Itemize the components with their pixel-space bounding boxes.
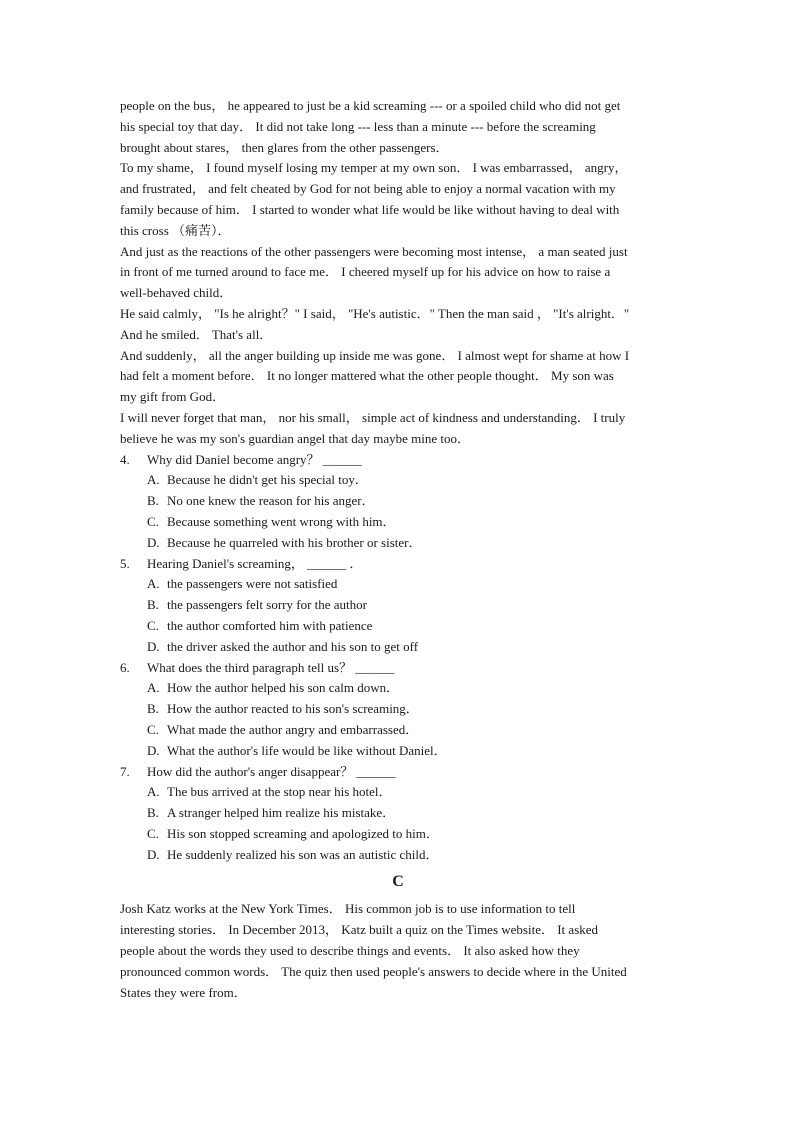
question-4 <box>120 450 676 554</box>
section-heading-c: C <box>392 873 404 891</box>
text-line: my gift from God． <box>120 389 226 405</box>
text-line: well-behaved child． <box>120 285 233 301</box>
passage-b-paragraph-1 <box>120 96 676 158</box>
option-text: Because something went wrong with him． <box>167 513 396 529</box>
text-line: family because of him． I started to wonder what life would be like without having to deal with <box>120 201 620 217</box>
text-line: I will never forget that man， nor his small， simple act of kindness and understanding． I truly <box>120 409 626 425</box>
question-number: 5. <box>120 555 130 571</box>
text-line: To my shame， I found myself losing my temper at my own son． I was embarrassed， angry， <box>120 160 628 176</box>
option-text: What the author's life would be like without Daniel． <box>167 742 447 758</box>
option-d <box>120 637 676 658</box>
text-line: brought about stares， then glares from the other passengers． <box>120 139 449 155</box>
question-5 <box>120 554 676 658</box>
option-letter: A. <box>147 680 160 696</box>
option-d <box>120 533 676 554</box>
text-line: in front of me turned around to face me． I cheered myself up for his advice on how to raise a <box>120 264 611 280</box>
option-letter: C. <box>147 513 159 529</box>
option-text: Because he didn't get his special toy． <box>167 472 368 488</box>
question-stem-row <box>120 450 676 471</box>
text-line: And he smiled． That's all． <box>120 326 273 342</box>
question-stem-row <box>120 762 676 783</box>
option-letter: A. <box>147 784 160 800</box>
option-d <box>120 741 676 762</box>
option-text: What made the author angry and embarrassed． <box>167 721 419 737</box>
option-letter: A. <box>147 472 160 488</box>
option-text: No one knew the reason for his anger． <box>167 493 375 509</box>
option-text: the driver asked the author and his son to get off <box>167 638 419 654</box>
passage-c-paragraph-1 <box>120 899 676 1003</box>
option-text: How the author reacted to his son's screaming． <box>167 701 419 717</box>
option-text: His son stopped screaming and apologized to him． <box>167 825 439 841</box>
question-stem: How did the author's anger disappear？ ______ <box>147 763 396 779</box>
option-text: the passengers felt sorry for the author <box>167 597 367 613</box>
question-stem: Why did Daniel become angry？ ______ <box>147 451 362 467</box>
text-line: had felt a moment before． It no longer mattered what the other people thought． My son was <box>120 368 614 384</box>
text-line: He said calmly， "Is he alright？" I said， "He's autistic．" Then the man said ， "It's alright．" <box>120 305 630 321</box>
text-line: pronounced common words． The quiz then used people's answers to decide where in the United <box>120 963 627 979</box>
option-letter: C. <box>147 617 159 633</box>
option-text: The bus arrived at the stop near his hotel． <box>167 784 392 800</box>
option-c <box>120 824 676 845</box>
question-number: 7. <box>120 763 130 779</box>
option-letter: D. <box>147 742 160 758</box>
text-line: this cross （痛苦）． <box>120 222 231 238</box>
text-line: his special toy that day． It did not take long --- less than a minute --- before the screaming <box>120 118 596 134</box>
option-text: Because he quarreled with his brother or sister． <box>167 534 422 550</box>
option-a <box>120 470 676 491</box>
document-page <box>120 96 676 1003</box>
option-letter: C. <box>147 825 159 841</box>
text-line: Josh Katz works at the New York Times． His common job is to use information to tell <box>120 901 576 917</box>
option-letter: B. <box>147 597 159 613</box>
option-text: the passengers were not satisfied <box>167 576 338 592</box>
text-line: and frustrated， and felt cheated by God for not being able to enjoy a normal vacation with my <box>120 181 616 197</box>
text-line: States they were from． <box>120 984 247 1000</box>
option-c <box>120 512 676 533</box>
question-stem: Hearing Daniel's screaming， ______ ． <box>147 555 363 571</box>
question-stem: What does the third paragraph tell us？ ______ <box>147 659 395 675</box>
option-c <box>120 616 676 637</box>
option-letter: C. <box>147 721 159 737</box>
option-b <box>120 491 676 512</box>
option-letter: D. <box>147 846 160 862</box>
option-b <box>120 595 676 616</box>
question-stem-row <box>120 658 676 679</box>
option-text: A stranger helped him realize his mistake． <box>167 805 396 821</box>
question-number: 6. <box>120 659 130 675</box>
option-d <box>120 845 676 866</box>
passage-b-paragraph-3 <box>120 242 676 304</box>
option-c <box>120 720 676 741</box>
question-6 <box>120 658 676 762</box>
option-letter: A. <box>147 576 160 592</box>
question-stem-row <box>120 554 676 575</box>
text-line: believe he was my son's guardian angel that day maybe mine too． <box>120 430 470 446</box>
question-number: 4. <box>120 451 130 467</box>
text-line: people about the words they used to describe things and events． It also asked how they <box>120 943 580 959</box>
option-letter: D. <box>147 534 160 550</box>
option-letter: D. <box>147 638 160 654</box>
option-text: How the author helped his son calm down． <box>167 680 400 696</box>
text-line: people on the bus， he appeared to just be a kid screaming --- or a spoiled child who did not get <box>120 98 621 113</box>
option-text: the author comforted him with patience <box>167 617 373 633</box>
option-a <box>120 782 676 803</box>
question-7 <box>120 762 676 866</box>
option-a <box>120 678 676 699</box>
option-a <box>120 574 676 595</box>
option-letter: B. <box>147 805 159 821</box>
option-letter: B. <box>147 493 159 509</box>
text-line: And suddenly， all the anger building up inside me was gone． I almost wept for shame at how I <box>120 347 630 363</box>
text-line: interesting stories． In December 2013， Katz built a quiz on the Times website． It asked <box>120 922 599 938</box>
passage-b-paragraph-2 <box>120 158 676 241</box>
option-text: He suddenly realized his son was an autistic child． <box>167 846 439 862</box>
passage-b-paragraph-4 <box>120 304 676 346</box>
text-line: And just as the reactions of the other passengers were becoming most intense， a man seated just <box>120 243 628 259</box>
option-b <box>120 699 676 720</box>
option-letter: B. <box>147 701 159 717</box>
option-b <box>120 803 676 824</box>
passage-b-paragraph-5 <box>120 346 676 408</box>
passage-b-paragraph-6 <box>120 408 676 450</box>
